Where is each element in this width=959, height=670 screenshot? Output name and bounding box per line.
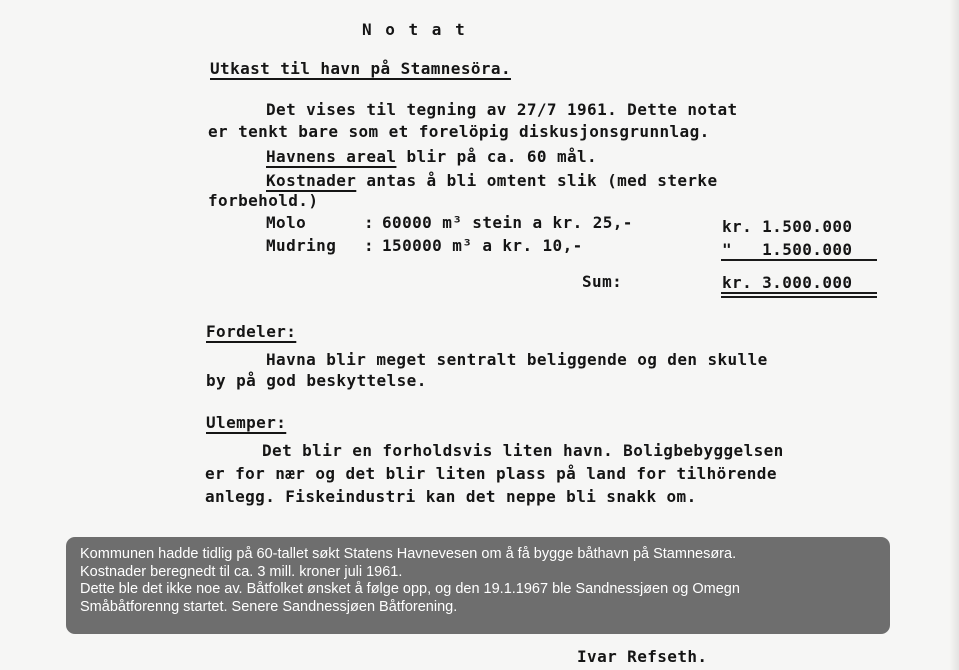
caption-overlay [66,537,890,634]
fordeler-line-1: Havna blir meget sentralt beliggende og den skulle [266,350,768,369]
cost-desc-molo: 60000 m³ stein a kr. 25,- [382,213,633,232]
ulemper-heading: Ulemper: [206,413,287,432]
sum-rule-1 [721,292,877,294]
cost-amount-molo: kr. 1.500.000 [722,217,853,236]
ulemper-line-2: er for nær og det blir liten plass på land for tilhörende [205,464,777,483]
signature: Ivar Refseth. [577,647,708,666]
caption-line-2: Kostnader beregnedt til ca. 3 mill. kroner juli 1961. [80,563,403,580]
cost-item-mudring: Mudring [266,236,337,255]
caption-line-3: Dette ble det ikke noe av. Båtfolket ønsket å følge opp, og den 19.1.1967 ble Sandnessjøen og Omegn [80,581,740,597]
cost-desc-mudring: 150000 m³ a kr. 10,- [382,236,583,255]
sum-label: Sum: [582,272,623,291]
fordeler-line-2: by på god beskyttelse. [206,371,427,390]
ulemper-line-3: anlegg. Fiskeindustri kan det neppe bli snakk om. [205,487,697,506]
page-edge-shadow [949,0,959,670]
doc-heading: Utkast til havn på Stamnesöra. [210,59,511,78]
cost-paragraph [266,171,717,190]
cost-label: Kostnader [266,171,357,190]
caption-line-1: Kommunen hadde tidlig på 60-tallet søkt Statens Havnevesen om å få bygge båthavn på Stamnesøra. [80,546,737,562]
cost-sep-molo: : [364,213,375,232]
cost-text-1: antas å bli omtent slik (med sterke [356,171,718,190]
intro-line-1: Det vises til tegning av 27/7 1961. Dette notat [266,100,738,119]
intro-line-2: er tenkt bare som et forelöpig diskusjonsgrunnlag. [208,122,710,141]
cost-amount-mudring: " 1.500.000 [722,240,853,259]
ulemper-line-1: Det blir en forholdsvis liten havn. Boligbebyggelsen [262,441,784,460]
sum-amount: kr. 3.000.000 [722,273,853,292]
area-label: Havnens areal [266,147,397,166]
subtotal-rule [721,259,877,261]
doc-title: N o t a t [362,20,467,39]
fordeler-heading: Fordeler: [206,322,297,341]
cost-text-2: forbehold.) [208,191,319,210]
cost-sep-mudring: : [364,236,375,255]
sum-rule-2 [721,296,877,298]
caption-line-4: Småbåtforenng startet. Senere Sandnessjøen Båtforening. [80,598,458,615]
cost-item-molo: Molo [266,213,307,232]
area-paragraph [266,147,597,166]
area-text: blir på ca. 60 mål. [396,147,598,166]
